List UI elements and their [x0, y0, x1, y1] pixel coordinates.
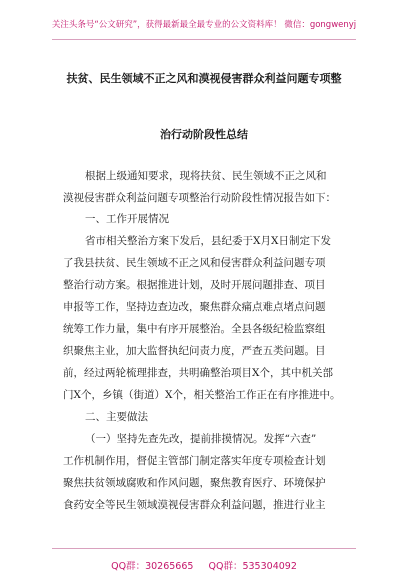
subsection-heading: （一）坚持先查先改，提前排摸情况。发挥“六查” [85, 433, 317, 445]
footer-contact: QQ群：30265665 QQ群：535304092 [111, 561, 297, 572]
body-line: 漠视侵害群众利益问题专项整治行动阶段性情况报告如下： [63, 192, 336, 204]
body-line: 申报等工作，坚持边查边改，聚焦群众痛点难点堵点问题 [63, 301, 326, 313]
section-heading: 二、主要做法 [85, 411, 148, 423]
body-line: 前，经过两轮梳理排查，共明确整治项目X个，其中机关部 [63, 367, 333, 379]
body-line: 聚焦扶贫领域腐败和作风问题，聚焦教育医疗、环境保护 [63, 477, 326, 489]
body-line: 了我县扶贫、民生领域不正之风和侵害群众利益问题专项 [63, 257, 326, 269]
body-line: 织聚焦主业，加大监督执纪问责力度，严查五类问题。目 [63, 345, 326, 357]
body-line: 食药安全等民生领域漠视侵害群众利益问题，推进行业主 [63, 499, 326, 511]
promo-banner: 关注头条号“公文研究”，获得最新最全最专业的公文资料库！ 微信：gongwenyj [51, 20, 357, 30]
footer-divider [52, 548, 356, 549]
section-heading: 一、工作开展情况 [85, 213, 169, 225]
document-title-line-2: 治行动阶段性总结 [160, 128, 248, 141]
body-line: 省市相关整治方案下发后，县纪委于X月X日制定下发 [85, 235, 331, 247]
body-line: 根据上级通知要求，现将扶贫、民生领域不正之风和 [85, 170, 327, 182]
body-line: 统筹工作力量，集中有序开展整治。全县各级纪检监察组 [63, 323, 326, 335]
body-line: 门X个，乡镇（街道）X个，相关整治工作正在有序推进中。 [63, 389, 341, 401]
document-title-line-1: 扶贫、民生领域不正之风和漠视侵害群众利益问题专项整 [66, 72, 342, 85]
header-divider [52, 39, 356, 40]
body-line: 工作机制作用，督促主管部门制定落实年度专项检查计划 [63, 455, 326, 467]
body-line: 整治行动方案。根据推进计划，及时开展问题排查、项目 [63, 279, 326, 291]
